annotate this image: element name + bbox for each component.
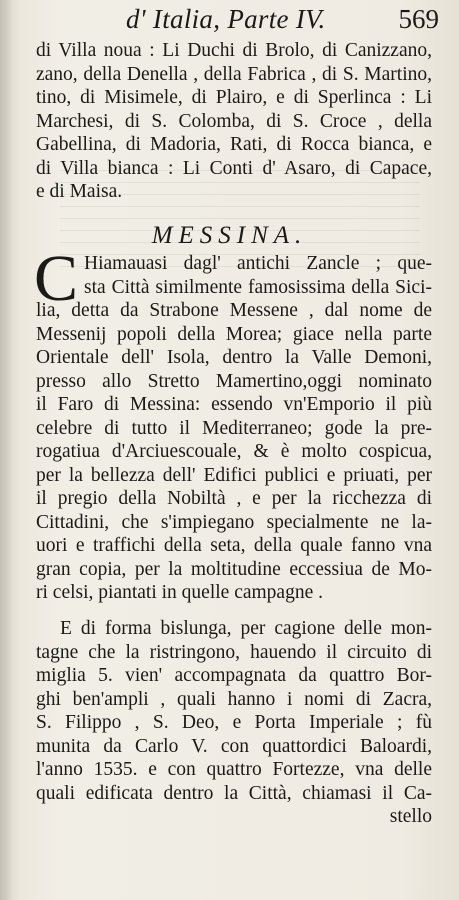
text-line: Cittadini, che s'impiegano specialmente ne la- [36, 511, 432, 533]
text-line: per la bellezza dell' Edifici publici e priuati, per [36, 464, 432, 486]
page-header [0, 4, 459, 36]
text-line: uori e traffichi della seta, della quale fanno vna [36, 535, 432, 556]
text-line: lia, detta da Strabone Messene , dal nome de [36, 300, 432, 321]
text-line: celebre di tutto il Mediterraneo; gode la pre- [36, 417, 432, 439]
page-gutter-shadow [0, 0, 14, 900]
paragraph-messina-intro [36, 252, 432, 605]
drop-cap: C [34, 242, 79, 315]
text-line: stello [389, 806, 432, 827]
section-heading: MESSINA. [151, 222, 308, 249]
text-line: Orientale dell' Isola, dentro la Valle Demoni, [36, 347, 432, 368]
text-line: il pregio della Nobiltà , e per la ricchezza di [36, 488, 432, 509]
paragraph-messina-form [36, 617, 432, 829]
continued-paragraph [36, 39, 432, 204]
text-line: ri celsi, piantati in quelle campagne . [36, 582, 323, 603]
text-line: rogatiua d'Arciuescouale, & è molto cospicua, [36, 441, 432, 462]
running-head: d' Italia, Parte IV. [126, 4, 326, 34]
text-line: gran copia, per la moltitudine eccessiua de Mo- [36, 558, 432, 580]
text-line: tagne che la ristringono, hauendo il circuito di [36, 641, 432, 663]
text-line: zano, della Denella , della Fabrica , di S. Martino, [36, 63, 432, 85]
text-line: di Villa noua : Li Duchi di Brolo, di Canizzano, [36, 40, 432, 61]
text-line: il Faro di Messina: essendo vn'Emporio il più [36, 394, 432, 415]
text-line: di Villa bianca : Li Conti d' Asaro, di Capace, [36, 157, 432, 179]
text-line: miglia 5. vien' accompagnata da quattro Bor- [36, 665, 432, 686]
text-line: quali edificata dentro la Città, chiamasi il Ca- [36, 782, 432, 804]
text-line: sta Città similmente famosissima della Sici- [84, 276, 432, 298]
text-line: Marchesi, di S. Colomba, di S. Croce , della [36, 110, 432, 132]
text-line: e di Maisa. [36, 181, 123, 202]
text-line: tino, di Misimele, di Plairo, e di Sperlinca : Li [36, 87, 432, 108]
text-line: Gabellina, di Madoria, Rati, di Rocca bianca, e [36, 134, 432, 155]
text-line: Messenij popoli della Morea; giace nella parte [36, 323, 432, 345]
text-line: S. Filippo , S. Deo, e Porta Imperiale ; fù [36, 712, 432, 733]
text-line: Hiamauasi dagl' antichi Zancle ; que- [84, 253, 432, 274]
text-line: ghi ben'ampli , quali hanno i nomi di Zacra, [36, 688, 432, 710]
text-line: munita da Carlo V. con quattordici Baloardi, [36, 735, 432, 757]
text-line: E di forma bislunga, per cagione delle mon- [60, 618, 432, 639]
page-number: 569 [398, 4, 439, 34]
text-line: presso allo Stretto Mamertino,oggi nominato [36, 370, 432, 392]
text-line: l'anno 1535. e con quattro Fortezze, vna delle [36, 759, 432, 780]
